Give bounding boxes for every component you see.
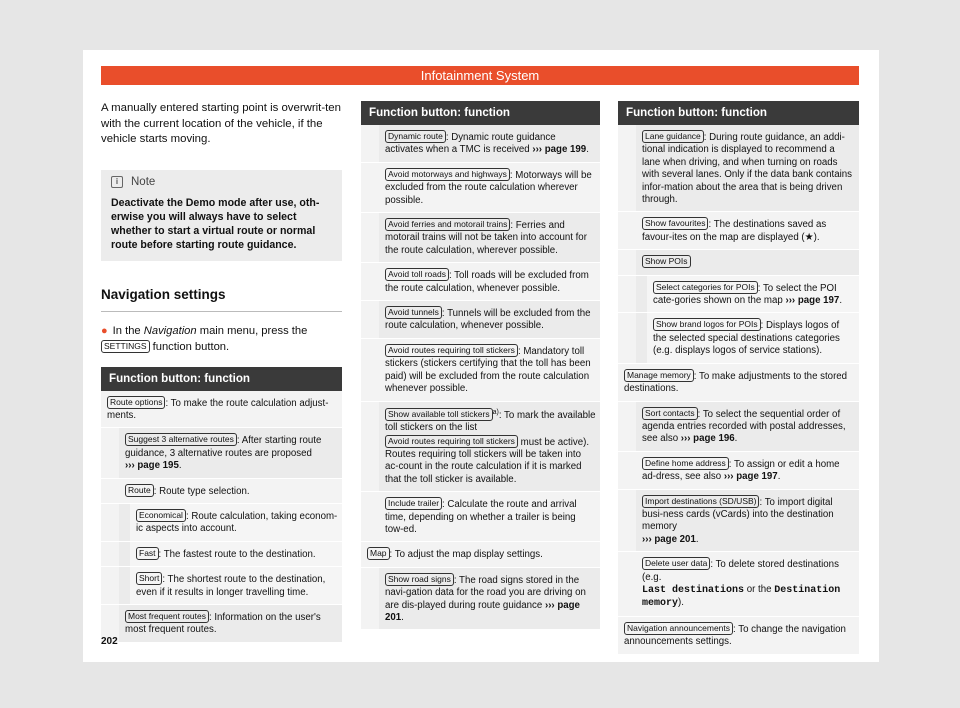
text-fragment: : To make adjustments to the stored destinations. — [624, 370, 848, 395]
text-fragment: or the — [746, 583, 772, 595]
table-cell — [618, 250, 636, 274]
table-row — [618, 250, 859, 275]
function-button-label: Avoid routes requiring toll stickers — [385, 344, 518, 357]
table-cell — [361, 402, 379, 492]
table-row — [379, 263, 600, 300]
text-fragment: : Route type selection. — [153, 485, 250, 497]
text-fragment: . — [777, 471, 781, 483]
text-fragment: : Calculate the route and arrival time, depending on whether a trailer is being tow-ed. — [385, 499, 577, 535]
table-cell — [361, 339, 379, 401]
table-row — [361, 492, 600, 542]
text-fragment: : Ferries and motorail trains will not be taken into account for the route calculation, wherever possible. — [385, 220, 587, 256]
table-cell — [618, 452, 636, 489]
table-row — [379, 339, 600, 401]
text-fragment: : The fastest route to the destination. — [158, 548, 316, 560]
table-row — [379, 568, 600, 630]
text-fragment: : Information on the user's most frequent routes. — [125, 612, 321, 636]
text-fragment: ). — [678, 597, 684, 609]
text-fragment: : To mark the available toll stickers on the list — [385, 409, 596, 434]
page-reference: ››› page 195 — [125, 460, 179, 472]
table-row — [101, 479, 342, 504]
text-fragment: : Displays logos of the selected special destinations categories (e.g. displays logos of service stations). — [653, 320, 840, 357]
table-row — [101, 605, 342, 643]
function-button-label: Suggest 3 alternative routes — [125, 433, 237, 446]
column-3 — [618, 101, 859, 655]
function-button-label: Avoid tunnels — [385, 306, 442, 319]
table-row — [647, 276, 859, 313]
function-button-label: Sort contacts — [642, 407, 698, 420]
text-fragment: : To import digital busi-ness cards (vCards) into the destination memory — [642, 496, 834, 533]
table-cell — [618, 552, 636, 616]
text-fragment: : Route calculation, taking econom-ic aspects into account. — [136, 511, 338, 535]
table-row — [361, 568, 600, 631]
table-cell — [361, 163, 379, 212]
text-fragment: : After starting route guidance, 3 alternative routes are proposed — [125, 435, 322, 459]
table-cell — [361, 301, 379, 338]
note-header — [111, 176, 332, 188]
table-cell — [618, 490, 636, 552]
function-button-label: Define home address — [642, 457, 729, 470]
table-cell — [361, 125, 379, 162]
table-cell — [618, 402, 636, 451]
function-button-label: Avoid toll roads — [385, 268, 449, 281]
function-button-label: Most frequent routes — [125, 610, 209, 623]
table-row — [361, 213, 600, 263]
function-button-label: Include trailer — [385, 497, 442, 510]
table-row — [130, 542, 342, 566]
menu-name: Navigation — [143, 324, 197, 337]
function-button-label: Map — [367, 547, 390, 560]
function-button-label: Avoid ferries and motorail trains — [385, 218, 510, 231]
table-row — [618, 617, 859, 655]
text-fragment: : To make the route calculation adjust-ments. — [107, 397, 329, 421]
table-row — [101, 542, 342, 567]
table-row — [119, 428, 342, 477]
table-cell — [101, 391, 342, 428]
table-row — [361, 402, 600, 493]
table-row — [379, 213, 600, 262]
table-row — [636, 452, 859, 489]
text-fragment: : To change the navigation announcements settings. — [624, 623, 846, 648]
function-button-label: Show brand logos for POIs — [653, 318, 761, 331]
table-row — [379, 301, 600, 338]
page-number: 202 — [101, 636, 118, 647]
table-cell — [119, 542, 130, 566]
table-header: Function button: function — [101, 367, 342, 391]
table-row — [361, 301, 600, 339]
table-cell — [101, 504, 119, 541]
text-fragment: . — [178, 460, 182, 472]
table-cell — [618, 212, 636, 249]
text-fragment: . — [586, 144, 589, 156]
note-box — [101, 170, 342, 261]
function-button-label: Route — [125, 484, 154, 497]
text-fragment: : To assign or edit a home ad-dress, see also — [642, 458, 840, 483]
page-reference: ››› page 196 — [680, 433, 735, 445]
table-cell — [636, 313, 647, 362]
text-fragment: : Mandatory toll stickers (stickers certifying that the toll has been paid) will be excluded from the route calculation whenever possible. — [385, 345, 591, 395]
star-icon: ★ — [804, 231, 814, 243]
function-button-label: Show favourites — [642, 217, 708, 230]
table-row — [618, 490, 859, 553]
table-row — [361, 263, 600, 301]
table-row — [618, 313, 859, 363]
table-cell — [119, 504, 130, 541]
function-button-label: Route options — [107, 396, 165, 409]
function-button-label: Show POIs — [642, 255, 691, 268]
text-fragment: a) — [492, 408, 499, 416]
table-cell — [636, 276, 647, 313]
table-header: Function button: function — [618, 101, 859, 125]
table-row — [618, 364, 859, 401]
table-cell — [101, 542, 119, 566]
table-cell — [618, 313, 636, 362]
column-2 — [361, 101, 600, 630]
table-row — [647, 313, 859, 362]
table-row — [361, 542, 600, 566]
table-row — [636, 212, 859, 249]
function-button-label: Show road signs — [385, 573, 454, 586]
function-table-3 — [618, 101, 859, 655]
function-button-label: Dynamic route — [385, 130, 446, 143]
text-fragment: ). — [813, 231, 820, 243]
text-fragment: : The destinations saved as favour-ites on the map are displayed ( — [642, 219, 827, 243]
info-icon: i — [111, 176, 123, 188]
function-button-label: Manage memory — [624, 369, 694, 382]
table-row — [636, 125, 859, 211]
instruction-step — [101, 323, 342, 355]
function-button-label: Fast — [136, 547, 159, 560]
table-cell — [618, 125, 636, 211]
table-row — [130, 567, 342, 604]
table-row — [636, 402, 859, 451]
table-row — [119, 605, 342, 642]
text-fragment: : During route guidance, an addi-tional indication is displayed to recommend a lane when driving, and when turning on roads with several lanes. Only if the data bank contains infor-mation about the area that is being driven through. — [642, 132, 853, 206]
table-cell — [361, 492, 379, 541]
text-fragment: . — [695, 533, 699, 545]
table-row — [379, 402, 600, 492]
table-row — [636, 552, 859, 616]
table-row — [361, 542, 600, 567]
text-fragment: main menu, press the — [199, 324, 308, 337]
bullet-icon: ● — [101, 324, 108, 337]
text-fragment: must be active). Routes requiring toll stickers will be taken into ac-count in the route calculation if it is marked that the toll sticker is available. — [385, 436, 590, 485]
text-fragment: In the — [112, 324, 141, 337]
table-row — [618, 452, 859, 490]
table-row — [379, 125, 600, 162]
table-row — [101, 428, 342, 478]
function-button-label: Show available toll stickers — [385, 408, 493, 421]
table-cell — [119, 567, 130, 604]
function-button-label: Short — [136, 572, 162, 585]
page-reference: ››› page 201 — [385, 599, 580, 624]
table-row — [618, 552, 859, 617]
text-fragment: function button. — [152, 340, 230, 353]
table-row — [618, 276, 859, 314]
table-row — [618, 212, 859, 250]
note-text: Deactivate the Demo mode after use, oth-erwise you will always have to select whether to start a virtual route or normal route before starting route guidance. — [111, 196, 320, 252]
text-fragment: . — [401, 612, 404, 624]
function-button-label: Select categories for POIs — [653, 281, 758, 294]
text-fragment: . — [734, 433, 738, 445]
table-row — [636, 250, 859, 274]
table-cell — [361, 263, 379, 300]
table-cell — [101, 479, 119, 503]
text-fragment: : To select the POI cate-gories shown on the map — [653, 282, 837, 307]
text-fragment: : To adjust the map display settings. — [389, 549, 543, 561]
note-label: Note — [131, 175, 156, 188]
function-table-1 — [101, 367, 342, 643]
table-row — [636, 490, 859, 552]
table-row — [361, 125, 600, 163]
text-fragment: : The shortest route to the destination, even if it results in longer travelling time. — [136, 574, 326, 598]
table-cell — [618, 276, 636, 313]
text-fragment: : Toll roads will be excluded from the route calculation, whenever possible. — [385, 270, 589, 294]
page-reference: ››› page 201 — [642, 533, 696, 545]
function-table-2 — [361, 101, 600, 630]
table-row — [379, 492, 600, 541]
text-fragment: Destination memory — [642, 584, 841, 610]
table-cell — [101, 567, 119, 604]
table-row — [618, 402, 859, 452]
text-fragment: : The road signs stored in the navi-gation data for the road you are driving on are dis-played during route guidance — [385, 574, 586, 611]
function-button-label: Navigation announcements — [624, 622, 733, 635]
function-button-label: Avoid routes requiring toll stickers — [385, 435, 518, 448]
function-button-label: Avoid motorways and highways — [385, 168, 510, 181]
table-cell — [101, 428, 119, 477]
text-fragment: : Tunnels will be excluded from the route calculation, whenever possible. — [385, 308, 591, 332]
text-fragment: : Dynamic route guidance activates when a TMC is received — [385, 132, 556, 156]
table-cell — [361, 568, 379, 630]
function-button-label: Economical — [136, 509, 186, 522]
table-row — [361, 339, 600, 402]
page-reference: ››› page 199 — [532, 144, 587, 156]
table-cell — [361, 213, 379, 262]
text-fragment: Last destinations — [642, 584, 745, 596]
function-button-label: Delete user data — [642, 557, 710, 570]
text-fragment: : Motorways will be excluded from the route calculation wherever possible. — [385, 169, 592, 206]
column-1 — [101, 101, 342, 643]
table-row — [618, 617, 859, 654]
text-fragment: : To delete stored destinations (e.g. — [642, 559, 839, 583]
table-row — [618, 364, 859, 402]
table-row — [618, 125, 859, 212]
function-button-label: Lane guidance — [642, 130, 704, 143]
text-fragment: : To select the sequential order of agenda entries recorded with postal addresses, see also — [642, 408, 846, 445]
table-row — [101, 504, 342, 542]
intro-text: A manually entered starting point is overwrit-ten with the current location of the vehicle, if the vehicle starts moving. — [101, 102, 341, 146]
table-row — [361, 163, 600, 213]
function-button-label: Import destinations (SD/USB) — [642, 495, 759, 508]
table-header: Function button: function — [361, 101, 600, 125]
table-row — [130, 504, 342, 541]
table-row — [101, 567, 342, 605]
page-reference: ››› page 197 — [785, 295, 840, 307]
table-row — [379, 163, 600, 212]
section-title: Navigation settings — [101, 287, 342, 312]
page-reference: ››› page 197 — [723, 471, 778, 483]
table-row — [101, 391, 342, 429]
settings-key: SETTINGS — [101, 340, 150, 353]
text-fragment: . — [839, 295, 843, 307]
page-header: Infotainment System — [101, 66, 859, 85]
table-row — [119, 479, 342, 503]
